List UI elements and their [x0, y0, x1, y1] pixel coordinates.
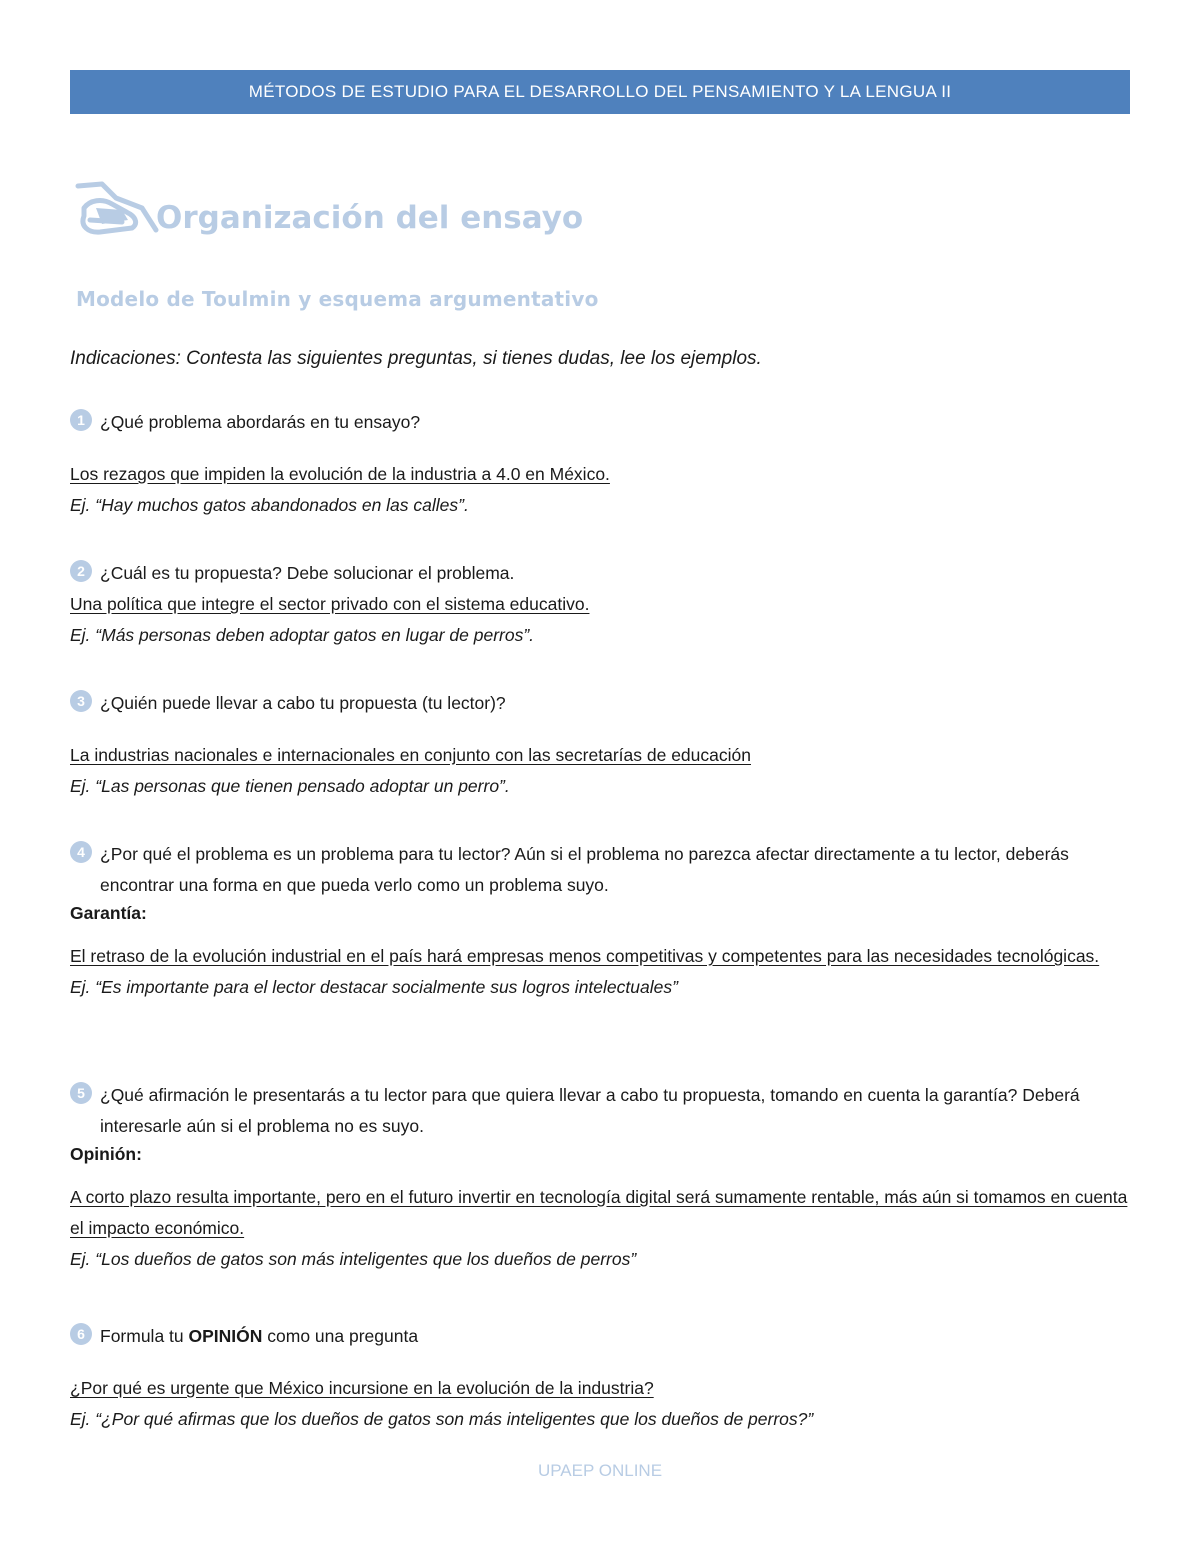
answer-1: Los rezagos que impiden la evolución de la industria a 4.0 en México.: [70, 464, 610, 484]
example-5: Ej. “Los dueños de gatos son más inteligentes que los dueños de perros”: [70, 1249, 637, 1269]
header-band: [70, 70, 1130, 114]
answer-4: El retraso de la evolución industrial en el país hará empresas menos competitivas y competentes para las necesidades tecnológicas.: [70, 946, 1100, 966]
question-5-text: ¿Qué afirmación le presentarás a tu lector para que quiera llevar a cabo tu propuesta, tomando en cuenta la garantía? Deberá interesarle aún si el problema no es suyo.: [100, 1085, 1080, 1136]
answer-5: A corto plazo resulta importante, pero en el futuro invertir en tecnología digital será sumamente rentable, más aún si tomamos en cuenta el impacto económico.: [70, 1187, 1128, 1238]
question-3: [70, 688, 1130, 719]
question-4: [70, 839, 1130, 901]
warrant-label: Garantía:: [70, 903, 147, 923]
example-4: Ej. “Es importante para el lector destacar socialmente sus logros intelectuales”: [70, 977, 678, 997]
question-5: [70, 1080, 1130, 1142]
writing-hand-icon: [72, 178, 162, 240]
answer-2: Una política que integre el sector privado con el sistema educativo.: [70, 594, 590, 614]
number-5-icon: 5: [70, 1082, 92, 1104]
question-6-text-bold: OPINIÓN: [188, 1326, 263, 1346]
question-block-6: [70, 1321, 1130, 1435]
number-3-icon: 3: [70, 690, 92, 712]
question-2-text: ¿Cuál es tu propuesta? Debe solucionar el problema.: [100, 563, 515, 583]
page-title: Organización del ensayo: [156, 200, 584, 236]
example-6: Ej. “¿Por qué afirmas que los dueños de gatos son más inteligentes que los dueños de perros?”: [70, 1409, 814, 1429]
question-6-text-after: como una pregunta: [262, 1326, 419, 1346]
question-block-3: [70, 688, 1130, 802]
question-4-text: ¿Por qué el problema es un problema para tu lector? Aún si el problema no parezca afectar directamente a tu lector, deberás encontrar una forma en que pueda verlo como un problema suyo.: [100, 844, 1069, 895]
instructions: Indicaciones: Contesta las siguientes preguntas, si tienes dudas, lee los ejemplos.: [70, 348, 762, 369]
question-block-1: [70, 407, 1130, 521]
question-6-text-before: Formula tu: [100, 1326, 189, 1346]
question-1-text: ¿Qué problema abordarás en tu ensayo?: [100, 412, 421, 432]
opinion-label: Opinión:: [70, 1144, 142, 1164]
subtitle: Modelo de Toulmin y esquema argumentativo: [76, 287, 599, 311]
question-6-text: [100, 1321, 1130, 1352]
question-block-2: [70, 558, 1130, 651]
question-2: [70, 558, 1130, 589]
example-1: Ej. “Hay muchos gatos abandonados en las calles”.: [70, 495, 469, 515]
footer: UPAEP ONLINE: [537, 1461, 663, 1480]
answer-6: ¿Por qué es urgente que México incursione en la evolución de la industria?: [70, 1378, 654, 1398]
example-2: Ej. “Más personas deben adoptar gatos en lugar de perros”.: [70, 625, 535, 645]
number-4-icon: 4: [70, 841, 92, 863]
question-6: [70, 1321, 1130, 1352]
question-block-5: [70, 1080, 1130, 1275]
question-block-4: [70, 839, 1130, 1003]
question-1: [70, 407, 1130, 438]
number-1-icon: 1: [70, 409, 92, 431]
number-6-icon: 6: [70, 1323, 92, 1345]
page-title-row: [72, 170, 583, 240]
number-2-icon: 2: [70, 560, 92, 582]
example-3: Ej. “Las personas que tienen pensado adoptar un perro”.: [70, 776, 510, 796]
answer-3: La industrias nacionales e internacionales en conjunto con las secretarías de educación: [70, 745, 751, 765]
header-title: MÉTODOS DE ESTUDIO PARA EL DESARROLLO DEL PENSAMIENTO Y LA LENGUA II: [248, 82, 952, 101]
question-3-text: ¿Quién puede llevar a cabo tu propuesta (tu lector)?: [100, 693, 506, 713]
